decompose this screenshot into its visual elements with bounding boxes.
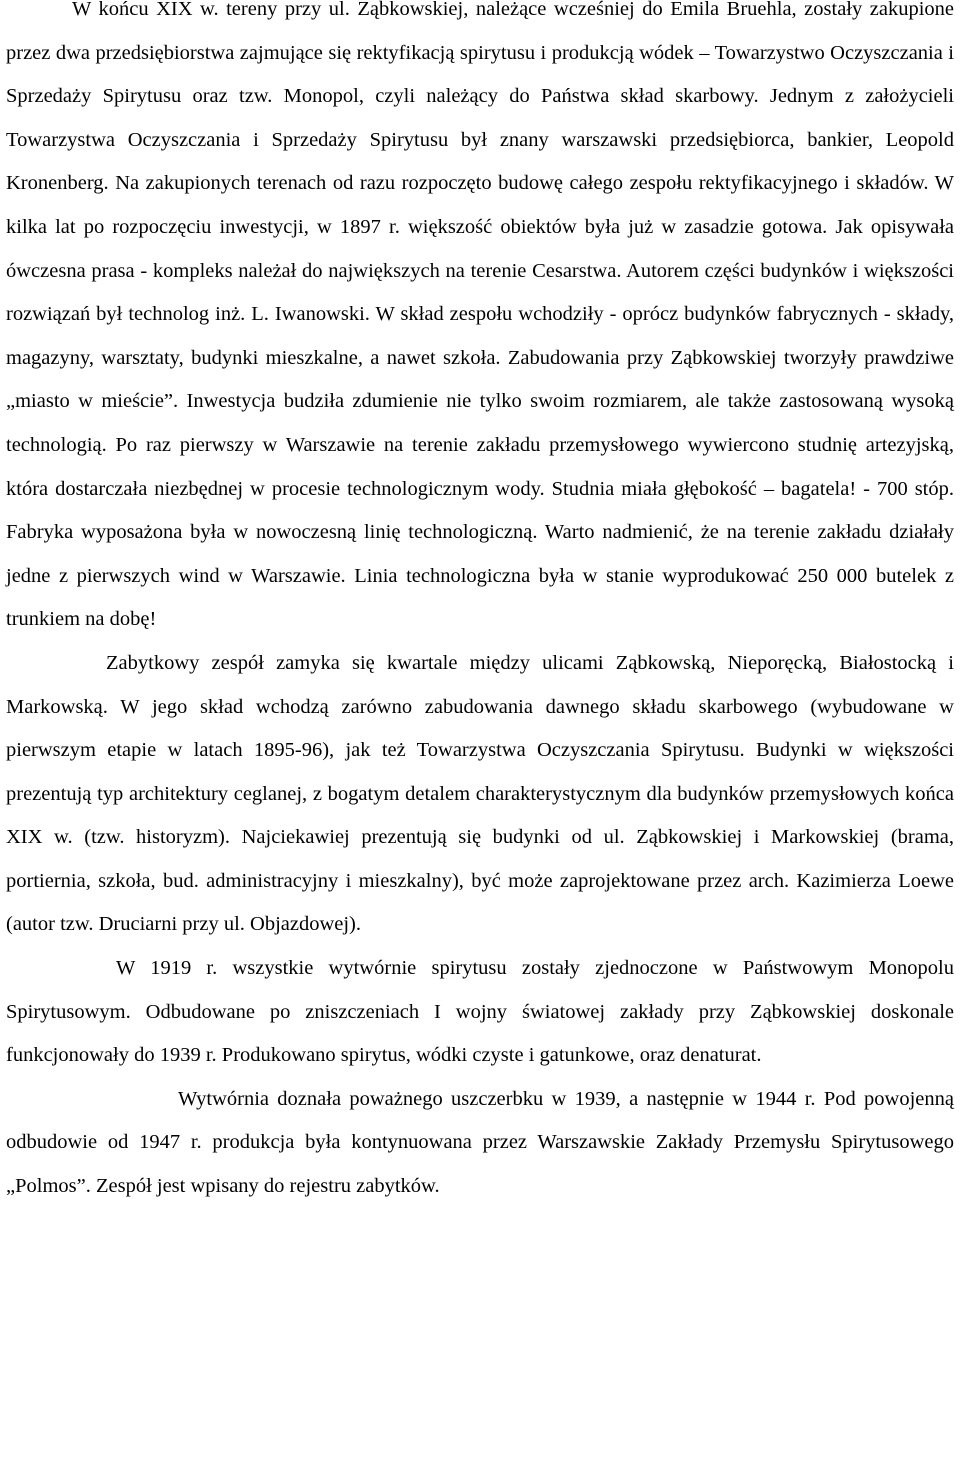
paragraph-monopoly: W 1919 r. wszystkie wytwórnie spirytusu zostały zjednoczone w Państwowym Monopolu Spirytusowym. Odbudowane po zniszczeniach I wojny światowej zakłady przy Ząbkowskiej doskonale funkcjonowały do 1939 r. Produkowano spirytus, wódki czyste i gatunkowe, oraz denaturat. — [6, 957, 954, 1067]
paragraph-complex: Zabytkowy zespół zamyka się kwartale między ulicami Ząbkowską, Nieporęcką, Białostocką i Markowską. W jego skład wchodzą zarówno zabudowania dawnego składu skarbowego (wybudowane w pierwszym etapie w latach 1895-96), jak też Towarzystwa Oczyszczania Spirytusu. Budynki w większości prezentują typ architektury ceglanej, z bogatym detalem charakterystycznym dla budynków przemysłowych końca XIX w. (tzw. historyzm). Najciekawiej prezentują się budynki od ul. Ząbkowskiej i Markowskiej (brama, portiernia, szkoła, bud. administracyjny i mieszkalny), być może zaprojektowane przez arch. Kazimierza Loewe (autor tzw. Druciarni przy ul. Objazdowej). — [6, 651, 954, 936]
paragraph-polmos: Wytwórnia doznała poważnego uszczerbku w 1939, a następnie w 1944 r. Pod powojenną odbudowie od 1947 r. produkcja była kontynuowana przez Warszawskie Zakłady Przemysłu Spirytusowego „Polmos”. Zespół jest wpisany do rejestru zabytków. — [6, 1087, 954, 1198]
paragraph-history: W końcu XIX w. tereny przy ul. Ząbkowskiej, należące wcześniej do Emila Bruehla, zostały zakupione przez dwa przedsiębiorstwa zajmujące się rektyfikacją spirytusu i produkcją wódek – Towarzystwo Oczyszczania i Sprzedaży Spirytusu oraz tzw. Monopol, czyli należący do Państwa skład skarbowy. Jednym z założycieli Towarzystwa Oczyszczania i Sprzedaży Spirytusu był znany warszawski przedsiębiorca, bankier, Leopold Kronenberg. Na zakupionych terenach od razu rozpoczęto budowę całego zespołu rektyfikacyjnego i składów. W kilka lat po rozpoczęciu inwestycji, w 1897 r. większość obiektów była już w zasadzie gotowa. Jak opisywała ówczesna prasa - kompleks należał do największych na terenie Cesarstwa. Autorem części budynków i większości rozwiązań był technolog inż. L. Iwanowski. W skład zespołu wchodziły - oprócz budynków fabrycznych - składy, magazyny, warsztaty, budynki mieszkalne, a nawet szkoła. Zabudowania przy Ząbkowskiej tworzyły prawdziwe „miasto w mieście”. Inwestycja budziła zdumienie nie tylko swoim rozmiarem, ale także zastosowaną wysoką technologią. Po raz pierwszy w Warszawie na terenie zakładu przemysłowego wywiercono studnię artezyjską, która dostarczała niezbędnej w procesie technologicznym wody. Studnia miała głębokość – bagatela! - 700 stóp. Fabryka wyposażona była w nowoczesną linię technologiczną. Warto nadmienić, że na terenie zakładu działały jedne z pierwszych wind w Warszawie. Linia technologiczna była w stanie wyprodukować 250 000 butelek z trunkiem na dobę! — [6, 0, 954, 631]
